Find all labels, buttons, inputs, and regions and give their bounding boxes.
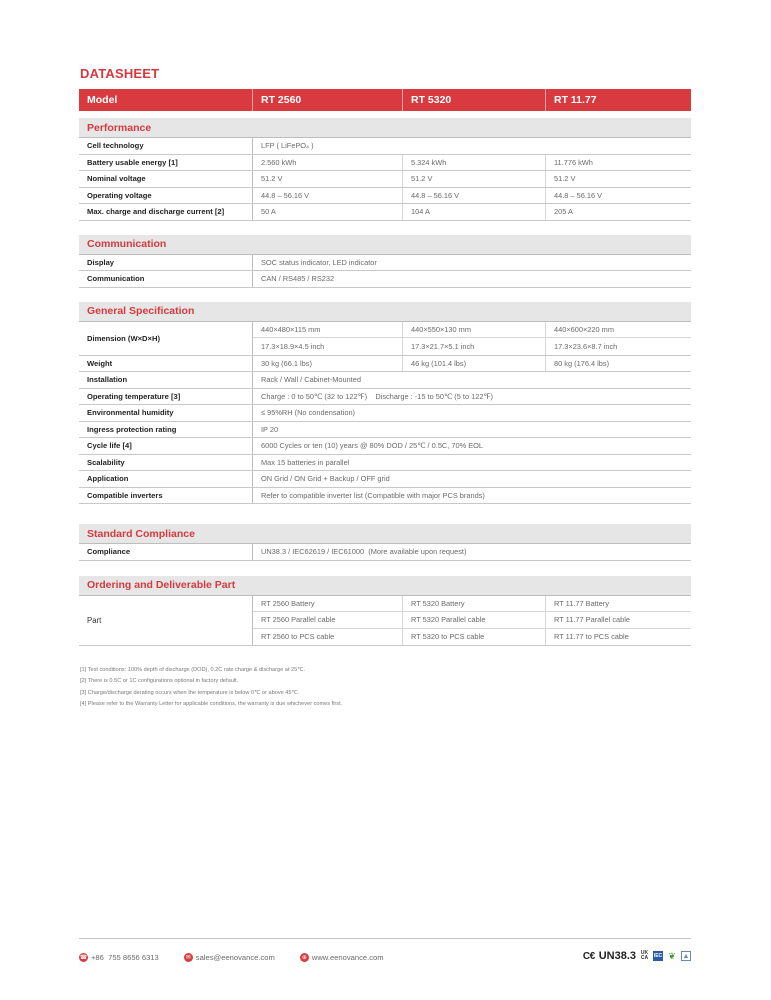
- row-label: Part: [79, 596, 253, 646]
- row-value: UN38.3 / IEC62619 / IEC61000 (More available upon request): [261, 547, 467, 557]
- row-value: 44.8 – 56.16 V: [554, 190, 603, 200]
- table-row: [79, 271, 691, 288]
- globe-icon: ⊕: [301, 954, 307, 961]
- table-row-part: [79, 596, 691, 647]
- phone-number: +86 755 8656 6313: [91, 952, 159, 962]
- row-value: 2.560 kWh: [253, 155, 403, 171]
- website-link[interactable]: www.eenovance.com: [311, 952, 384, 962]
- row-value: LFP ( LiFePO₄ ): [261, 141, 314, 151]
- ukca-mark-icon: UK CA: [640, 950, 649, 961]
- table-row: [79, 372, 691, 389]
- row-value: Charge : 0 to 50℃ (32 to 122℉) Discharge : -15 to 50℃ (5 to 122℉): [261, 391, 493, 401]
- table-row: [79, 389, 691, 406]
- row-value: ON Grid / ON Grid + Backup / OFF grid: [261, 474, 390, 484]
- row-label: Cycle life [4]: [79, 438, 253, 454]
- row-value: RT 11.77 to PCS cable: [554, 632, 629, 642]
- iec-mark-icon: IEC: [653, 953, 663, 959]
- row-value: 50 A: [253, 204, 403, 220]
- table-row: [79, 155, 691, 172]
- row-label: Compatible inverters: [79, 488, 253, 504]
- table-row: [79, 171, 691, 188]
- row-value: 104 A: [403, 204, 546, 220]
- row-value: 80 kg (176.4 lbs): [554, 358, 610, 368]
- header-model: RT 5320: [403, 89, 546, 111]
- row-label: Scalability: [79, 455, 253, 471]
- datasheet-table: [79, 89, 691, 646]
- section-performance: Performance: [79, 118, 691, 138]
- table-row: [79, 455, 691, 472]
- table-row: [79, 438, 691, 455]
- triangle-cert-icon: ▲: [682, 952, 690, 960]
- table-row: [79, 188, 691, 205]
- row-value: RT 2560 Battery: [253, 596, 403, 612]
- row-value: RT 5320 Parallel cable: [403, 612, 546, 628]
- table-row: [79, 356, 691, 373]
- header-model-label: Model: [79, 89, 253, 111]
- section-general-specification: General Specification: [79, 302, 691, 322]
- footer-divider: [79, 938, 691, 939]
- row-label: Communication: [79, 271, 253, 287]
- row-value: IP 20: [261, 424, 279, 434]
- certification-logos: [583, 950, 691, 962]
- leaf-eco-icon: ❦: [668, 950, 676, 961]
- ce-mark-icon: C€: [582, 950, 595, 962]
- row-value: 17.3×21.7×5.1 inch: [403, 338, 546, 355]
- row-label: Nominal voltage: [79, 171, 253, 187]
- phone-icon: ☎: [79, 954, 88, 961]
- row-value: RT 2560 to PCS cable: [253, 629, 403, 646]
- row-label: Environmental humidity: [79, 405, 253, 421]
- email-link[interactable]: sales@eenovance.com: [195, 952, 275, 962]
- un38-3-mark: UN38.3: [598, 950, 636, 962]
- footnote: [3] Charge/discharge derating occurs when the temperature is below 0℃ or above 45℃.: [80, 689, 300, 696]
- row-label: Max. charge and discharge current [2]: [79, 204, 253, 220]
- row-value: 51.2 V: [554, 174, 576, 184]
- footer-phone: [79, 953, 159, 962]
- row-value: RT 5320 Battery: [403, 596, 546, 612]
- row-value: 440×480×115 mm: [253, 322, 403, 338]
- row-value: SOC status indicator, LED indicator: [261, 257, 377, 267]
- row-value: RT 11.77 Parallel cable: [554, 615, 631, 625]
- section-standard-compliance: Standard Compliance: [79, 524, 691, 544]
- footer-email[interactable]: [184, 953, 275, 962]
- row-value: RT 11.77 Battery: [554, 598, 610, 608]
- row-value: RT 5320 to PCS cable: [403, 629, 546, 646]
- table-row: [79, 138, 691, 155]
- row-value: 30 kg (66.1 lbs): [253, 356, 403, 372]
- row-value: 44.8 – 56.16 V: [253, 188, 403, 204]
- row-value: ≤ 95%RH (No condensation): [261, 408, 356, 418]
- row-value: Refer to compatible inverter list (Compatible with major PCS brands): [261, 490, 485, 500]
- row-value: 440×600×220 mm: [554, 324, 614, 334]
- row-label: Dimension (W×D×H): [79, 322, 253, 355]
- header-model: RT 2560: [253, 89, 403, 111]
- footnotes: [80, 665, 342, 710]
- row-label: Cell technology: [79, 138, 253, 154]
- header-model: RT 11.77: [554, 94, 597, 106]
- row-value: 46 kg (101.4 lbs): [403, 356, 546, 372]
- row-value: 17.3×23.6×8.7 inch: [554, 341, 618, 351]
- row-value: 205 A: [554, 207, 573, 217]
- table-row: [79, 255, 691, 272]
- row-value: CAN / RS485 / RS232: [261, 274, 335, 284]
- row-label: Operating voltage: [79, 188, 253, 204]
- row-value: 44.8 – 56.16 V: [403, 188, 546, 204]
- row-value: 11.776 kWh: [554, 157, 593, 167]
- footer: [79, 950, 691, 964]
- row-value: 6000 Cycles or ten (10) years @ 80% DOD / 25℃ / 0.5C, 70% EOL: [261, 441, 484, 451]
- table-row: [79, 488, 691, 505]
- row-value: 17.3×18.9×4.5 inch: [253, 338, 403, 355]
- row-value: RT 2560 Parallel cable: [253, 612, 403, 628]
- row-label: Application: [79, 471, 253, 487]
- row-value: 51.2 V: [253, 171, 403, 187]
- table-row: [79, 422, 691, 439]
- email-icon: ✉: [185, 954, 191, 961]
- row-label: Operating temperature [3]: [79, 389, 253, 405]
- row-value: Rack / Wall / Cabinet-Mounted: [261, 375, 361, 385]
- row-value: 5.324 kWh: [403, 155, 546, 171]
- row-label: Compliance: [79, 544, 253, 560]
- footnote: [2] There is 0.5C or 1C configurations optional in factory default.: [80, 678, 239, 685]
- footnote: [4] Please refer to the Warranty Letter for applicable conditions, the warranty is due whichever comes first.: [80, 700, 343, 707]
- row-value: 51.2 V: [403, 171, 546, 187]
- footnote: [1] Test conditions: 100% depth of discharge (DOD), 0.2C rate charge & discharge at 25℃.: [80, 667, 306, 673]
- table-row: [79, 405, 691, 422]
- table-row: [79, 471, 691, 488]
- row-value: 440×550×130 mm: [403, 322, 546, 338]
- table-row: [79, 204, 691, 221]
- section-communication: Communication: [79, 235, 691, 255]
- table-row: [79, 544, 691, 561]
- section-ordering: Ordering and Deliverable Part: [79, 576, 691, 596]
- row-label: Battery usable energy [1]: [79, 155, 253, 171]
- row-label: Display: [79, 255, 253, 271]
- table-row-dimension: [79, 322, 691, 356]
- row-value: Max 15 batteries in parallel: [261, 457, 350, 467]
- footer-website[interactable]: [300, 953, 384, 962]
- row-label: Installation: [79, 372, 253, 388]
- row-label: Weight: [79, 356, 253, 372]
- row-label: Ingress protection rating: [79, 422, 253, 438]
- page-title: DATASHEET: [80, 66, 160, 81]
- table-header: [79, 89, 691, 111]
